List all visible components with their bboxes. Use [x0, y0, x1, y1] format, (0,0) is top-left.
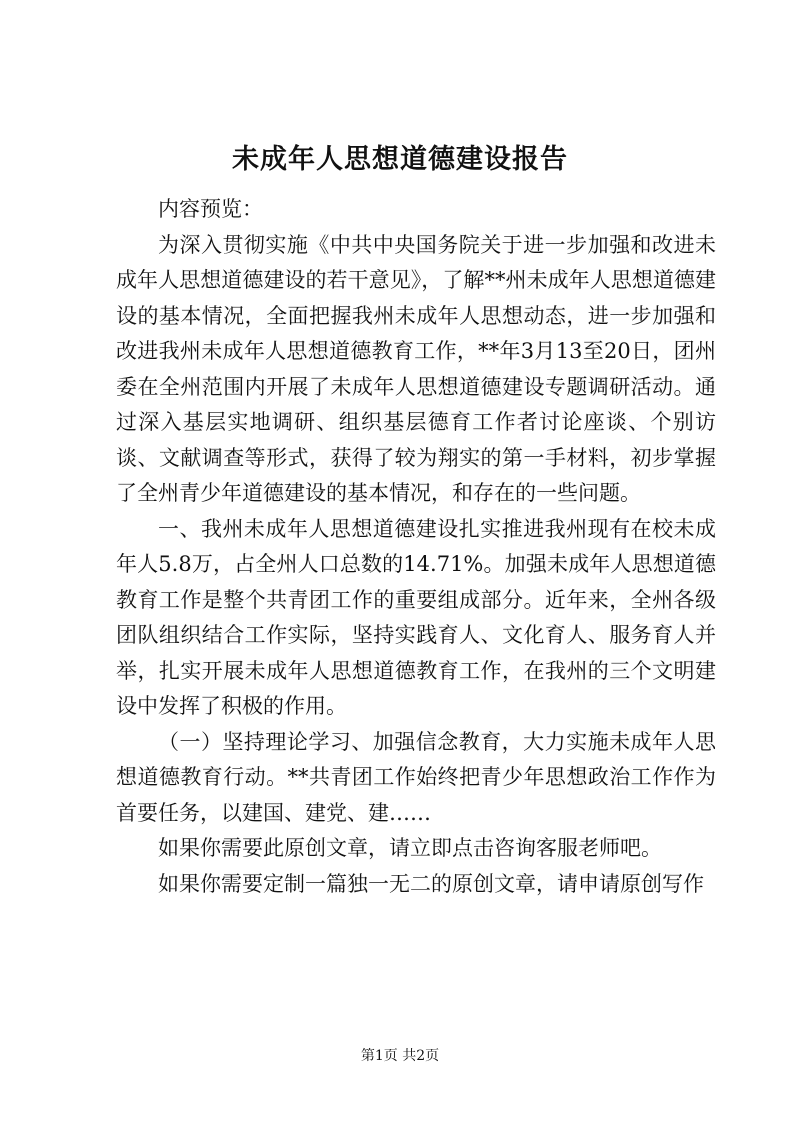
- document-title: 未成年人思想道德建设报告: [232, 144, 568, 175]
- paragraph-subsection-one: （一）坚持理论学习、加强信念教育，大力实施未成年人思想道德教育行动。**共青团工作始终把青少年思想政治工作作为首要任务，以建国、建党、建……: [116, 729, 716, 825]
- paragraph-intro: 为深入贯彻实施《中共中央国务院关于进一步加强和改进未成年人思想道德建设的若干意见》，了解**州未成年人思想道德建设的基本情况，全面把握我州未成年人思想动态，进一步加强和改进我州未成年人思想道德教育工作，**年3月13至20日，团州委在全州范围内开展了未成年人思想道德建设专题调研活动。通过深入基层实地调研、组织基层德育工作者讨论座谈、个别访谈、文献调查等形式，获得了较为翔实的第一手材料，初步掌握了全州青少年道德建设的基本情况，和存在的一些问题。: [116, 232, 716, 505]
- preview-label: 内容预览：: [158, 197, 263, 221]
- custom-writing-text[interactable]: 如果你需要定制一篇独一无二的原创文章，请申请原创写作: [158, 871, 704, 896]
- consult-link-text[interactable]: 如果你需要此原创文章，请立即点击咨询客服老师吧。: [158, 836, 662, 860]
- paragraph-section-one: 一、我州未成年人思想道德建设扎实推进我州现有在校未成年人5.8万，占全州人口总数的14.71%。加强未成年人思想道德教育工作是整个共青团工作的重要组成部分。近年来，全州各级团队组织结合工作实际，坚持实践育人、文化育人、服务育人并举，扎实开展未成年人思想道德教育工作，在我州的三个文明建设中发挥了积极的作用。: [116, 516, 716, 718]
- document-body: [116, 192, 716, 902]
- page-number: 第1页 共2页: [360, 1048, 440, 1064]
